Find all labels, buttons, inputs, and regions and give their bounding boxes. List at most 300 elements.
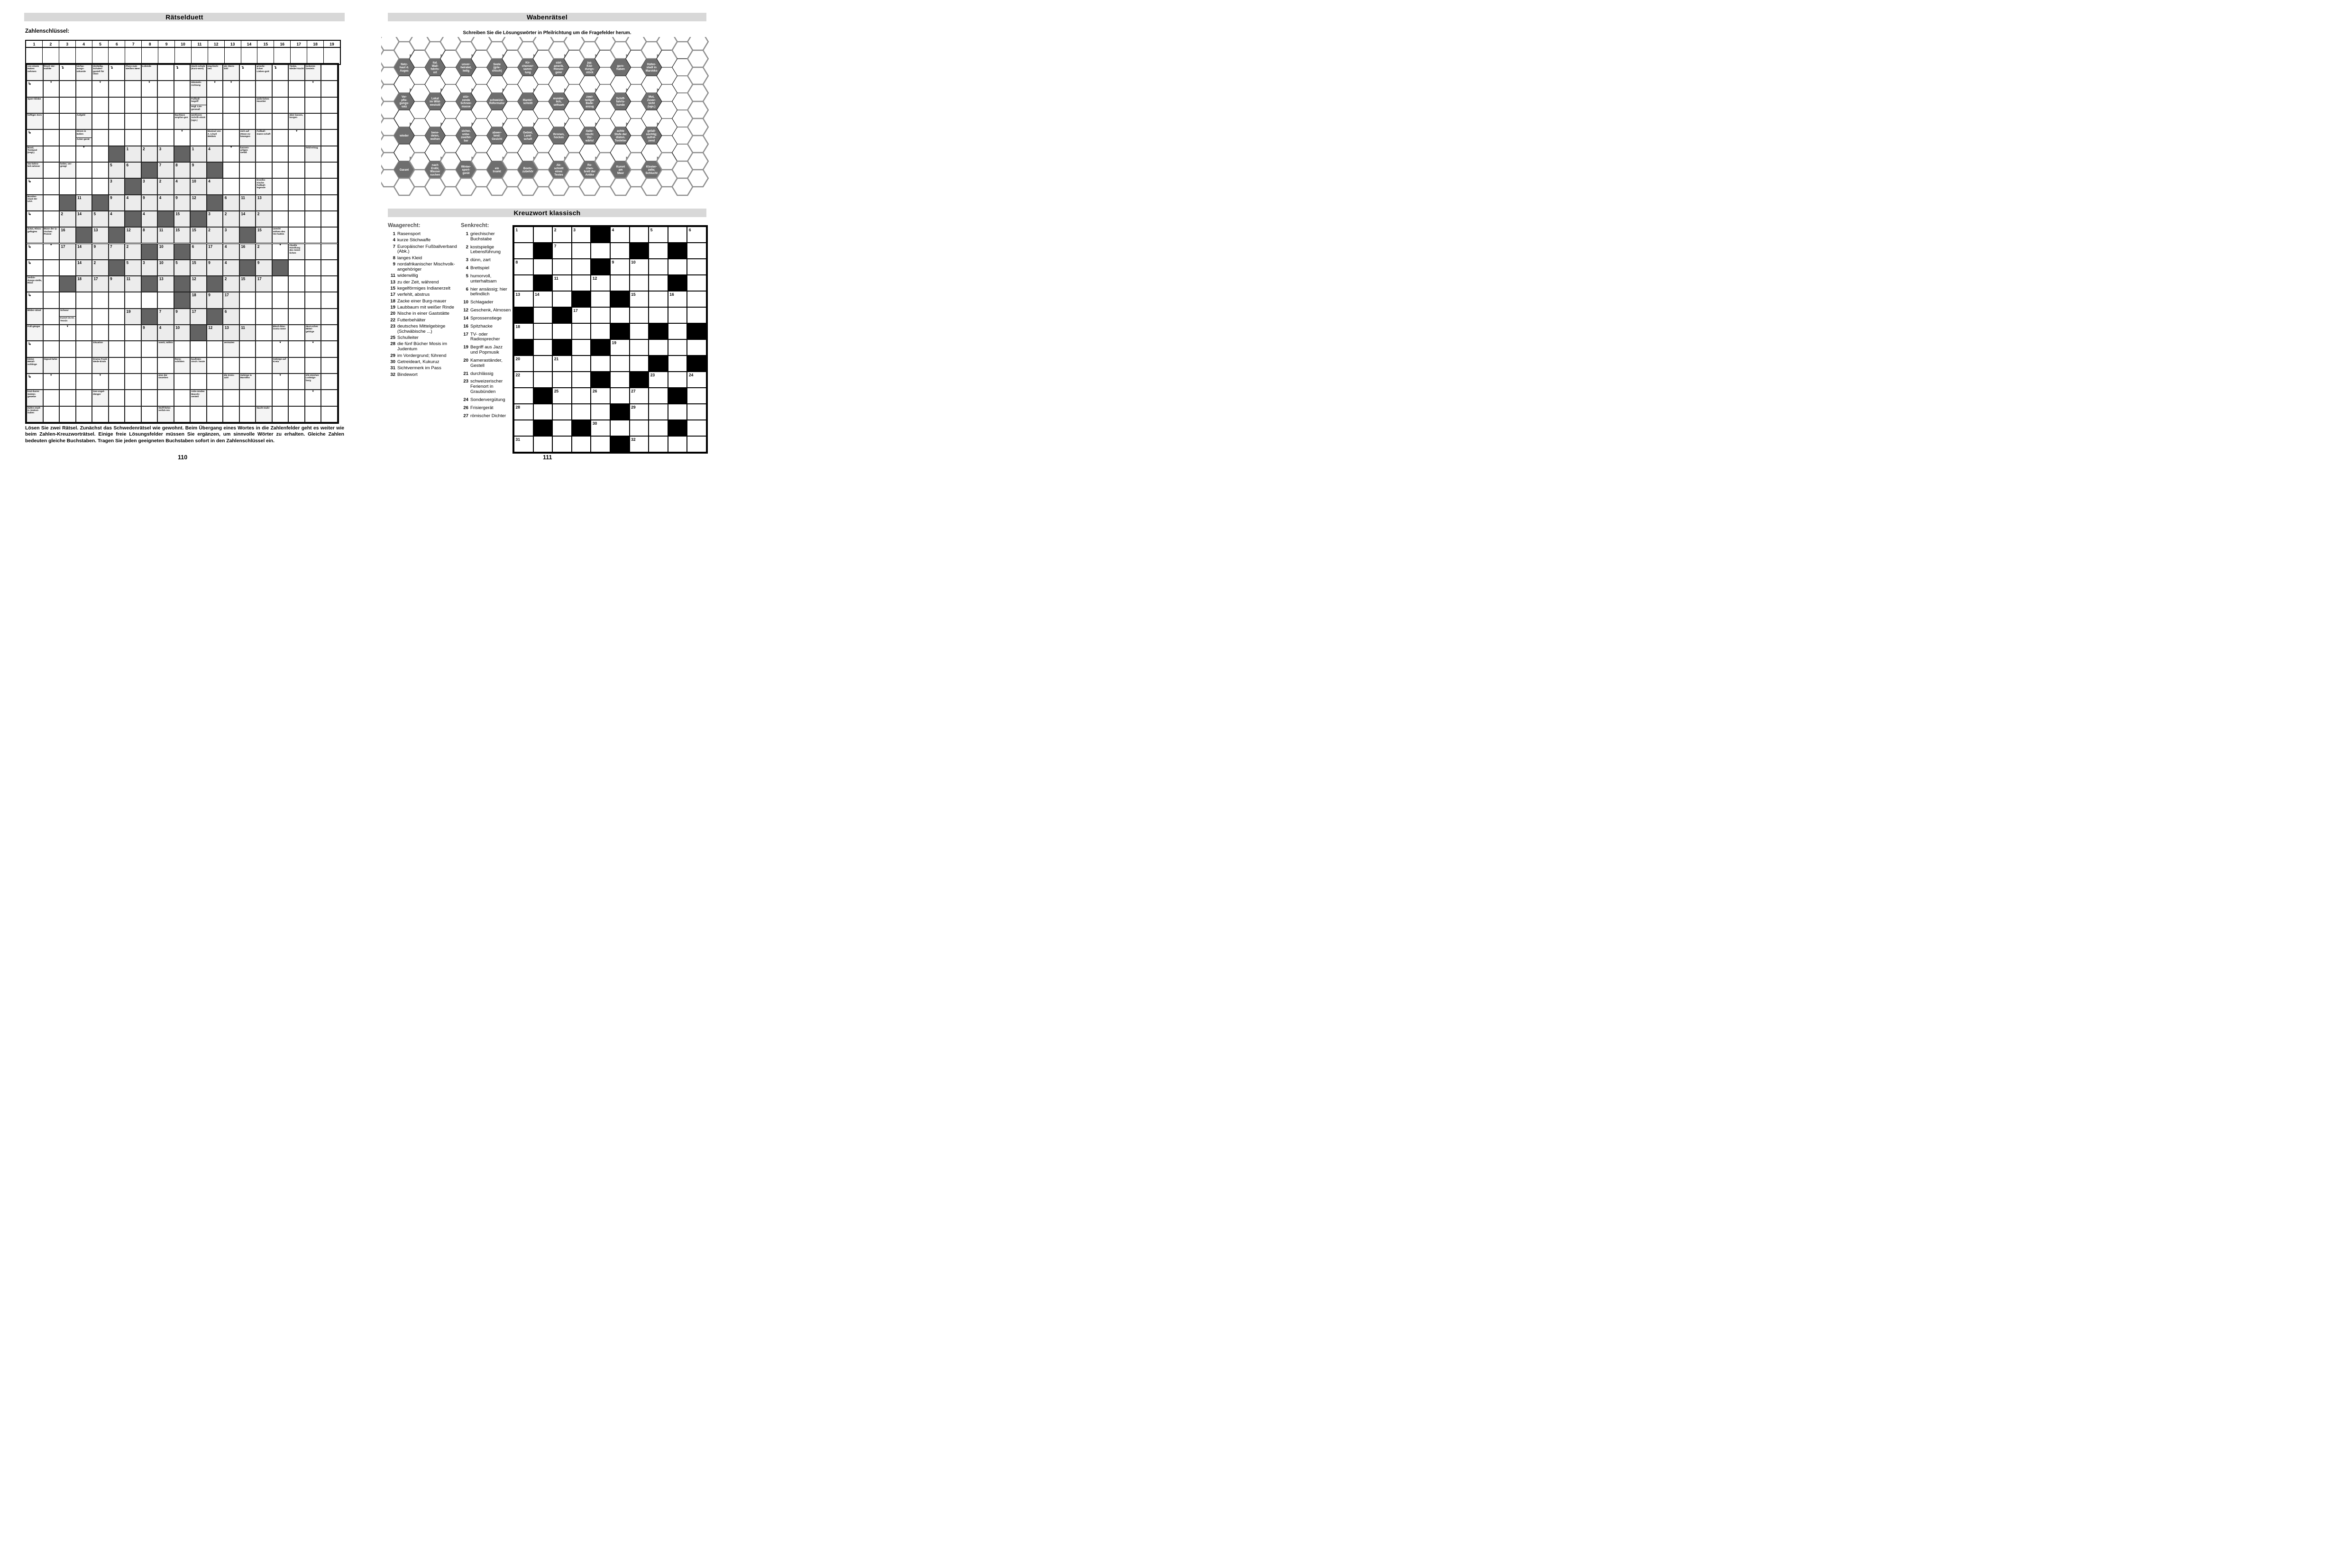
solution-cell[interactable] bbox=[223, 162, 239, 178]
solution-cell[interactable] bbox=[43, 195, 60, 211]
solution-cell[interactable] bbox=[207, 357, 223, 374]
solution-cell[interactable] bbox=[59, 260, 76, 276]
solution-cell[interactable] bbox=[239, 162, 256, 178]
number-cell[interactable]: 9 bbox=[109, 195, 125, 211]
number-cell[interactable]: 4 bbox=[174, 178, 191, 194]
grid-cell[interactable] bbox=[668, 436, 687, 452]
solution-cell[interactable] bbox=[76, 325, 92, 341]
grid-cell[interactable] bbox=[572, 259, 591, 275]
grid-cell[interactable] bbox=[687, 307, 706, 323]
solution-cell[interactable] bbox=[321, 325, 338, 341]
solution-cell[interactable] bbox=[109, 97, 125, 113]
solution-cell[interactable] bbox=[272, 292, 289, 308]
grid-cell[interactable] bbox=[668, 404, 687, 420]
grid-cell[interactable] bbox=[687, 259, 706, 275]
solution-cell[interactable] bbox=[207, 113, 223, 129]
number-cell[interactable]: 17 bbox=[92, 276, 109, 292]
grid-cell[interactable] bbox=[610, 372, 630, 388]
solution-cell[interactable] bbox=[272, 146, 289, 162]
number-cell[interactable]: 2 bbox=[256, 244, 272, 260]
down-arrow-cell[interactable]: ▼ bbox=[207, 81, 223, 97]
number-cell[interactable]: 9 bbox=[207, 292, 223, 308]
honeycomb-cell[interactable] bbox=[687, 84, 708, 101]
number-cell[interactable]: 10 bbox=[174, 325, 191, 341]
number-cell[interactable]: 4 bbox=[157, 195, 174, 211]
solution-cell[interactable] bbox=[305, 357, 321, 374]
grid-cell[interactable] bbox=[649, 307, 668, 323]
solution-cell[interactable] bbox=[256, 341, 272, 357]
solution-cell[interactable] bbox=[92, 129, 109, 146]
key-letter-cell[interactable] bbox=[324, 48, 340, 64]
number-cell[interactable]: 18 bbox=[76, 276, 92, 292]
number-cell[interactable]: 9 bbox=[190, 162, 207, 178]
solution-cell[interactable] bbox=[125, 97, 141, 113]
grid-cell[interactable] bbox=[610, 243, 630, 259]
solution-cell[interactable] bbox=[256, 374, 272, 390]
number-cell[interactable]: 2 bbox=[223, 211, 239, 227]
number-cell[interactable]: 12 bbox=[207, 325, 223, 341]
solution-cell[interactable] bbox=[288, 227, 305, 243]
grid-cell[interactable] bbox=[552, 356, 572, 372]
grid-cell[interactable] bbox=[630, 388, 649, 404]
grid-cell[interactable] bbox=[610, 307, 630, 323]
solution-cell[interactable] bbox=[92, 406, 109, 422]
number-cell[interactable]: 4 bbox=[207, 146, 223, 162]
key-letter-cell[interactable] bbox=[142, 48, 158, 64]
down-arrow-cell[interactable]: ▼ bbox=[223, 81, 239, 97]
number-cell[interactable]: 2 bbox=[125, 244, 141, 260]
solution-cell[interactable] bbox=[59, 81, 76, 97]
solution-cell[interactable] bbox=[76, 406, 92, 422]
number-cell[interactable]: 14 bbox=[76, 211, 92, 227]
solution-cell[interactable] bbox=[321, 178, 338, 194]
solution-cell[interactable] bbox=[109, 390, 125, 406]
number-cell[interactable]: 15 bbox=[174, 227, 191, 243]
grid-cell[interactable] bbox=[514, 372, 533, 388]
grid-cell[interactable] bbox=[668, 356, 687, 372]
grid-cell[interactable] bbox=[514, 323, 533, 339]
grid-cell[interactable] bbox=[552, 388, 572, 404]
grid-cell[interactable] bbox=[649, 420, 668, 436]
number-cell[interactable]: 15 bbox=[174, 211, 191, 227]
solution-cell[interactable] bbox=[239, 81, 256, 97]
number-cell[interactable]: 12 bbox=[125, 227, 141, 243]
grid-cell[interactable] bbox=[668, 227, 687, 243]
honeycomb-cell[interactable] bbox=[687, 136, 708, 153]
grid-cell[interactable] bbox=[610, 420, 630, 436]
solution-cell[interactable] bbox=[256, 325, 272, 341]
number-cell[interactable]: 11 bbox=[239, 195, 256, 211]
number-cell[interactable]: 15 bbox=[190, 260, 207, 276]
solution-cell[interactable] bbox=[321, 341, 338, 357]
grid-cell[interactable] bbox=[687, 339, 706, 356]
grid-cell[interactable] bbox=[533, 259, 553, 275]
solution-cell[interactable] bbox=[174, 390, 191, 406]
number-cell[interactable]: 11 bbox=[239, 325, 256, 341]
grid-cell[interactable] bbox=[649, 372, 668, 388]
solution-cell[interactable] bbox=[207, 97, 223, 113]
number-cell[interactable]: 14 bbox=[239, 211, 256, 227]
solution-cell[interactable] bbox=[288, 81, 305, 97]
solution-cell[interactable] bbox=[305, 195, 321, 211]
solution-cell[interactable] bbox=[288, 341, 305, 357]
solution-cell[interactable] bbox=[92, 292, 109, 308]
number-cell[interactable]: 7 bbox=[109, 244, 125, 260]
solution-cell[interactable] bbox=[157, 81, 174, 97]
solution-cell[interactable] bbox=[43, 390, 60, 406]
solution-cell[interactable] bbox=[223, 97, 239, 113]
solution-cell[interactable] bbox=[92, 113, 109, 129]
turn-right-arrow-cell[interactable]: ↳ bbox=[27, 341, 43, 357]
solution-cell[interactable] bbox=[321, 292, 338, 308]
solution-cell[interactable] bbox=[288, 292, 305, 308]
number-cell[interactable]: 9 bbox=[256, 260, 272, 276]
solution-cell[interactable] bbox=[43, 309, 60, 325]
down-arrow-cell[interactable]: ▼ bbox=[92, 374, 109, 390]
solution-cell[interactable] bbox=[239, 113, 256, 129]
solution-cell[interactable] bbox=[256, 309, 272, 325]
solution-cell[interactable] bbox=[76, 178, 92, 194]
grid-cell[interactable] bbox=[572, 243, 591, 259]
grid-cell[interactable] bbox=[610, 227, 630, 243]
grid-cell[interactable] bbox=[514, 436, 533, 452]
solution-cell[interactable] bbox=[92, 178, 109, 194]
grid-cell[interactable] bbox=[630, 420, 649, 436]
turn-down-arrow-cell[interactable]: ↴ bbox=[109, 64, 125, 81]
solution-cell[interactable] bbox=[321, 129, 338, 146]
solution-cell[interactable] bbox=[272, 276, 289, 292]
grid-cell[interactable] bbox=[630, 323, 649, 339]
solution-cell[interactable] bbox=[321, 211, 338, 227]
key-letter-cell[interactable] bbox=[175, 48, 192, 64]
grid-cell[interactable] bbox=[591, 243, 610, 259]
solution-cell[interactable] bbox=[305, 276, 321, 292]
solution-cell[interactable] bbox=[59, 113, 76, 129]
solution-cell[interactable] bbox=[125, 357, 141, 374]
grid-cell[interactable] bbox=[591, 275, 610, 291]
solution-cell[interactable] bbox=[288, 325, 305, 341]
solution-cell[interactable] bbox=[288, 162, 305, 178]
solution-cell[interactable] bbox=[109, 113, 125, 129]
number-cell[interactable]: 5 bbox=[92, 211, 109, 227]
down-arrow-cell[interactable]: ▼ bbox=[272, 341, 289, 357]
solution-cell[interactable] bbox=[92, 146, 109, 162]
number-cell[interactable]: 2 bbox=[141, 146, 158, 162]
down-arrow-cell[interactable]: ▼ bbox=[141, 81, 158, 97]
solution-cell[interactable] bbox=[321, 146, 338, 162]
solution-cell[interactable] bbox=[207, 406, 223, 422]
number-cell[interactable]: 16 bbox=[59, 227, 76, 243]
solution-cell[interactable] bbox=[76, 390, 92, 406]
number-cell[interactable]: 6 bbox=[223, 309, 239, 325]
solution-cell[interactable] bbox=[125, 81, 141, 97]
key-letter-cell[interactable] bbox=[257, 48, 274, 64]
solution-cell[interactable] bbox=[288, 178, 305, 194]
solution-cell[interactable] bbox=[321, 227, 338, 243]
solution-cell[interactable] bbox=[76, 81, 92, 97]
solution-cell[interactable] bbox=[43, 113, 60, 129]
solution-cell[interactable] bbox=[288, 97, 305, 113]
solution-cell[interactable] bbox=[305, 129, 321, 146]
down-arrow-cell[interactable]: ▼ bbox=[272, 374, 289, 390]
grid-cell[interactable] bbox=[668, 259, 687, 275]
number-cell[interactable]: 15 bbox=[256, 227, 272, 243]
solution-cell[interactable] bbox=[239, 309, 256, 325]
solution-cell[interactable] bbox=[59, 129, 76, 146]
number-cell[interactable]: 4 bbox=[223, 260, 239, 276]
grid-cell[interactable] bbox=[533, 291, 553, 307]
number-cell[interactable]: 17 bbox=[59, 244, 76, 260]
turn-right-arrow-cell[interactable]: ↳ bbox=[27, 129, 43, 146]
number-cell[interactable]: 2 bbox=[92, 260, 109, 276]
solution-cell[interactable] bbox=[223, 129, 239, 146]
grid-cell[interactable] bbox=[514, 420, 533, 436]
grid-cell[interactable] bbox=[552, 227, 572, 243]
solution-cell[interactable] bbox=[76, 292, 92, 308]
key-letter-cell[interactable] bbox=[43, 48, 59, 64]
grid-cell[interactable] bbox=[630, 227, 649, 243]
grid-cell[interactable] bbox=[687, 372, 706, 388]
solution-cell[interactable] bbox=[59, 374, 76, 390]
solution-cell[interactable] bbox=[239, 178, 256, 194]
solution-cell[interactable] bbox=[174, 341, 191, 357]
grid-cell[interactable] bbox=[572, 307, 591, 323]
solution-cell[interactable] bbox=[76, 309, 92, 325]
number-cell[interactable]: 16 bbox=[239, 244, 256, 260]
grid-cell[interactable] bbox=[572, 388, 591, 404]
honeycomb-cell[interactable] bbox=[687, 101, 708, 119]
solution-cell[interactable] bbox=[141, 341, 158, 357]
key-letter-cell[interactable] bbox=[274, 48, 291, 64]
solution-cell[interactable] bbox=[305, 113, 321, 129]
solution-cell[interactable] bbox=[321, 260, 338, 276]
grid-cell[interactable] bbox=[687, 243, 706, 259]
solution-cell[interactable] bbox=[223, 406, 239, 422]
number-cell[interactable]: 10 bbox=[190, 178, 207, 194]
grid-cell[interactable] bbox=[687, 404, 706, 420]
solution-cell[interactable] bbox=[321, 357, 338, 374]
grid-cell[interactable] bbox=[533, 307, 553, 323]
grid-cell[interactable] bbox=[552, 420, 572, 436]
grid-cell[interactable] bbox=[687, 388, 706, 404]
grid-cell[interactable] bbox=[668, 291, 687, 307]
down-arrow-cell[interactable]: ▼ bbox=[223, 146, 239, 162]
solution-cell[interactable] bbox=[109, 374, 125, 390]
solution-cell[interactable] bbox=[43, 178, 60, 194]
solution-cell[interactable] bbox=[43, 260, 60, 276]
grid-cell[interactable] bbox=[591, 323, 610, 339]
grid-cell[interactable] bbox=[514, 243, 533, 259]
number-cell[interactable]: 14 bbox=[76, 260, 92, 276]
solution-cell[interactable] bbox=[92, 309, 109, 325]
down-arrow-cell[interactable]: ▼ bbox=[305, 341, 321, 357]
solution-cell[interactable] bbox=[272, 129, 289, 146]
honeycomb-cell[interactable] bbox=[687, 119, 708, 136]
number-cell[interactable]: 12 bbox=[190, 195, 207, 211]
solution-cell[interactable] bbox=[272, 211, 289, 227]
solution-cell[interactable] bbox=[59, 97, 76, 113]
solution-cell[interactable] bbox=[92, 325, 109, 341]
solution-cell[interactable] bbox=[305, 162, 321, 178]
solution-cell[interactable] bbox=[157, 357, 174, 374]
number-cell[interactable]: 3 bbox=[157, 146, 174, 162]
solution-cell[interactable] bbox=[272, 195, 289, 211]
solution-cell[interactable] bbox=[239, 341, 256, 357]
number-cell[interactable]: 15 bbox=[239, 276, 256, 292]
grid-cell[interactable] bbox=[533, 436, 553, 452]
number-cell[interactable]: 13 bbox=[157, 276, 174, 292]
down-arrow-cell[interactable]: ▼ bbox=[305, 390, 321, 406]
solution-cell[interactable] bbox=[223, 113, 239, 129]
grid-cell[interactable] bbox=[668, 339, 687, 356]
grid-cell[interactable] bbox=[552, 275, 572, 291]
number-cell[interactable]: 3 bbox=[141, 178, 158, 194]
number-cell[interactable]: 11 bbox=[125, 276, 141, 292]
solution-cell[interactable] bbox=[157, 129, 174, 146]
solution-cell[interactable] bbox=[239, 97, 256, 113]
solution-cell[interactable] bbox=[92, 162, 109, 178]
number-cell[interactable]: 1 bbox=[190, 146, 207, 162]
turn-down-arrow-cell[interactable]: ↴ bbox=[59, 64, 76, 81]
solution-cell[interactable] bbox=[109, 406, 125, 422]
solution-cell[interactable] bbox=[223, 390, 239, 406]
number-cell[interactable]: 6 bbox=[223, 195, 239, 211]
turn-down-arrow-cell[interactable]: ↴ bbox=[272, 64, 289, 81]
solution-cell[interactable] bbox=[272, 81, 289, 97]
down-arrow-cell[interactable]: ▼ bbox=[43, 81, 60, 97]
key-letter-cell[interactable] bbox=[26, 48, 43, 64]
solution-cell[interactable] bbox=[109, 81, 125, 97]
number-cell[interactable]: 17 bbox=[223, 292, 239, 308]
down-arrow-cell[interactable]: ▼ bbox=[76, 146, 92, 162]
grid-cell[interactable] bbox=[514, 275, 533, 291]
solution-cell[interactable] bbox=[321, 162, 338, 178]
solution-cell[interactable] bbox=[141, 390, 158, 406]
solution-cell[interactable] bbox=[157, 97, 174, 113]
number-cell[interactable]: 2 bbox=[207, 227, 223, 243]
solution-cell[interactable] bbox=[43, 129, 60, 146]
solution-cell[interactable] bbox=[190, 374, 207, 390]
solution-cell[interactable] bbox=[125, 406, 141, 422]
grid-cell[interactable] bbox=[591, 307, 610, 323]
solution-cell[interactable] bbox=[141, 406, 158, 422]
number-cell[interactable]: 13 bbox=[92, 227, 109, 243]
solution-cell[interactable] bbox=[223, 357, 239, 374]
number-cell[interactable]: 17 bbox=[207, 244, 223, 260]
solution-cell[interactable] bbox=[125, 325, 141, 341]
grid-cell[interactable] bbox=[572, 372, 591, 388]
key-letter-cell[interactable] bbox=[76, 48, 92, 64]
grid-cell[interactable] bbox=[572, 436, 591, 452]
turn-right-arrow-cell[interactable]: ↳ bbox=[27, 244, 43, 260]
grid-cell[interactable] bbox=[610, 275, 630, 291]
number-cell[interactable]: 8 bbox=[174, 162, 191, 178]
number-cell[interactable]: 3 bbox=[223, 227, 239, 243]
solution-cell[interactable] bbox=[321, 195, 338, 211]
solution-cell[interactable] bbox=[190, 406, 207, 422]
grid-cell[interactable] bbox=[649, 339, 668, 356]
number-cell[interactable]: 2 bbox=[157, 178, 174, 194]
solution-cell[interactable] bbox=[125, 129, 141, 146]
grid-cell[interactable] bbox=[668, 372, 687, 388]
grid-cell[interactable] bbox=[649, 243, 668, 259]
grid-cell[interactable] bbox=[552, 436, 572, 452]
solution-cell[interactable] bbox=[141, 129, 158, 146]
solution-cell[interactable] bbox=[305, 260, 321, 276]
number-cell[interactable]: 2 bbox=[256, 211, 272, 227]
solution-cell[interactable] bbox=[76, 341, 92, 357]
down-arrow-cell[interactable]: ▼ bbox=[272, 244, 289, 260]
honeycomb-cell[interactable] bbox=[687, 67, 708, 84]
solution-cell[interactable] bbox=[59, 341, 76, 357]
solution-cell[interactable] bbox=[272, 309, 289, 325]
down-arrow-cell[interactable]: ▼ bbox=[59, 325, 76, 341]
solution-cell[interactable] bbox=[174, 406, 191, 422]
solution-cell[interactable] bbox=[92, 97, 109, 113]
number-cell[interactable]: 2 bbox=[223, 276, 239, 292]
number-cell[interactable]: 9 bbox=[174, 309, 191, 325]
grid-cell[interactable] bbox=[533, 372, 553, 388]
grid-cell[interactable] bbox=[533, 404, 553, 420]
number-cell[interactable]: 14 bbox=[76, 244, 92, 260]
solution-cell[interactable] bbox=[288, 374, 305, 390]
solution-cell[interactable] bbox=[321, 276, 338, 292]
grid-cell[interactable] bbox=[649, 388, 668, 404]
grid-cell[interactable] bbox=[572, 323, 591, 339]
solution-cell[interactable] bbox=[59, 292, 76, 308]
number-cell[interactable]: 4 bbox=[125, 195, 141, 211]
solution-cell[interactable] bbox=[157, 292, 174, 308]
solution-cell[interactable] bbox=[141, 97, 158, 113]
turn-right-arrow-cell[interactable]: ↳ bbox=[27, 260, 43, 276]
solution-cell[interactable] bbox=[174, 81, 191, 97]
solution-cell[interactable] bbox=[239, 406, 256, 422]
solution-cell[interactable] bbox=[239, 390, 256, 406]
solution-cell[interactable] bbox=[141, 357, 158, 374]
grid-cell[interactable] bbox=[591, 404, 610, 420]
solution-cell[interactable] bbox=[43, 276, 60, 292]
solution-cell[interactable] bbox=[43, 406, 60, 422]
solution-cell[interactable] bbox=[239, 357, 256, 374]
solution-cell[interactable] bbox=[305, 211, 321, 227]
solution-cell[interactable] bbox=[109, 129, 125, 146]
solution-cell[interactable] bbox=[109, 309, 125, 325]
grid-cell[interactable] bbox=[630, 291, 649, 307]
solution-cell[interactable] bbox=[272, 178, 289, 194]
honeycomb-cell[interactable] bbox=[687, 170, 708, 187]
grid-cell[interactable] bbox=[533, 227, 553, 243]
solution-cell[interactable] bbox=[321, 244, 338, 260]
turn-right-arrow-cell[interactable]: ↳ bbox=[27, 81, 43, 97]
solution-cell[interactable] bbox=[305, 227, 321, 243]
grid-cell[interactable] bbox=[514, 227, 533, 243]
grid-cell[interactable] bbox=[514, 388, 533, 404]
solution-cell[interactable] bbox=[305, 292, 321, 308]
solution-cell[interactable] bbox=[76, 162, 92, 178]
solution-cell[interactable] bbox=[256, 146, 272, 162]
solution-cell[interactable] bbox=[256, 390, 272, 406]
down-arrow-cell[interactable]: ▼ bbox=[43, 374, 60, 390]
solution-cell[interactable] bbox=[272, 390, 289, 406]
solution-cell[interactable] bbox=[256, 162, 272, 178]
solution-cell[interactable] bbox=[190, 341, 207, 357]
grid-cell[interactable] bbox=[649, 275, 668, 291]
key-letter-cell[interactable] bbox=[291, 48, 307, 64]
solution-cell[interactable] bbox=[43, 97, 60, 113]
solution-cell[interactable] bbox=[141, 374, 158, 390]
solution-cell[interactable] bbox=[125, 390, 141, 406]
solution-cell[interactable] bbox=[174, 374, 191, 390]
